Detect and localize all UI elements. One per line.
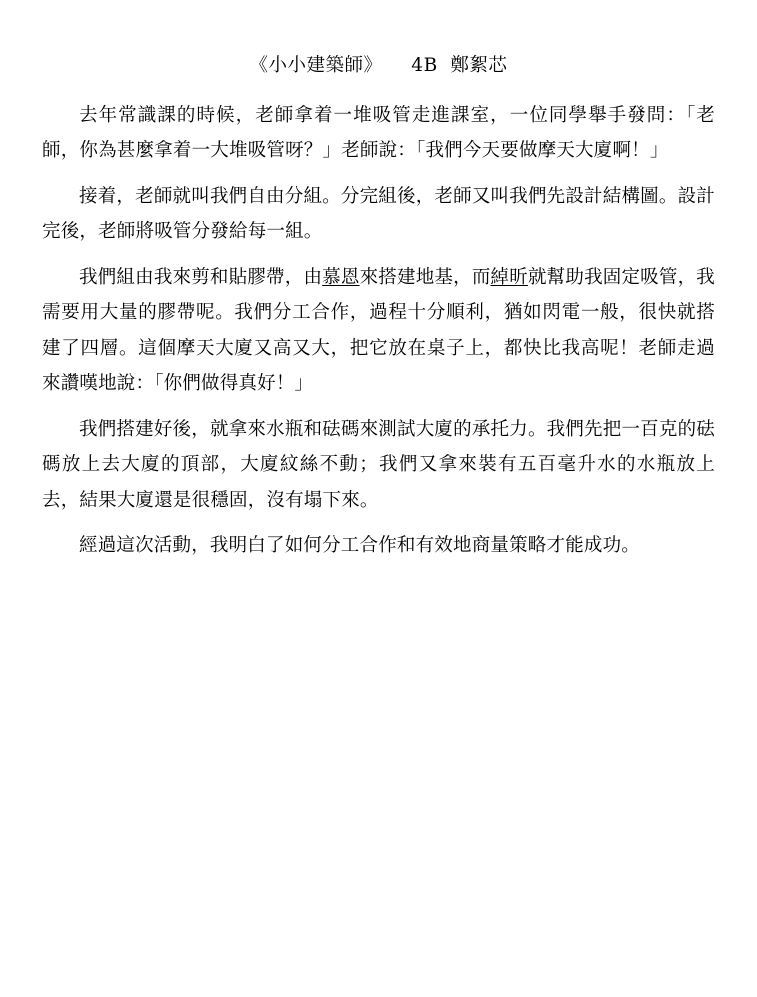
text-run: 我們搭建好後，就拿來水瓶和砝碼來測試大廈的承托力。我們先把一百克的砝碼放上去大廈的頂部，大廈紋絲不動；我們又拿來裝有五百毫升水的水瓶放上去，結果大廈還是很穩固，沒有塌下來。 xyxy=(42,418,715,511)
text-run: 就幫助我固定吸管，我需要用大量的膠帶呢。我們分工合作，過程十分順利，猶如閃電一般，很快就搭建了四層。這個摩天大廈又高又大，把它放在桌子上，都快比我高呢！老師走過來讚嘆地說：「你們做得真好！」 xyxy=(42,266,715,395)
paragraph xyxy=(42,179,715,250)
page-title: 《小小建築師》 4B 鄭絮芯 xyxy=(249,55,508,76)
paragraph xyxy=(42,260,715,402)
text-run: 我們組由我來剪和貼膠帶，由 xyxy=(79,266,323,288)
underlined-name: 慕恩 xyxy=(322,266,360,288)
paragraph xyxy=(42,412,715,519)
paragraph xyxy=(42,528,715,564)
paragraph xyxy=(42,98,715,169)
text-run: 經過這次活動，我明白了如何分工合作和有效地商量策略才能成功。 xyxy=(79,535,641,557)
document-body xyxy=(42,98,715,564)
text-run: 來搭建地基，而 xyxy=(359,266,491,288)
underlined-name: 綽昕 xyxy=(490,266,528,288)
text-run: 接着，老師就叫我們自由分組。分完組後，老師又叫我們先設計結構圖。設計完後，老師將吸管分發給每一組。 xyxy=(42,185,715,243)
text-run: 去年常識課的時候，老師拿着一堆吸管走進課室，一位同學舉手發問：「老師，你為甚麼拿着一大堆吸管呀？」老師說：「我們今天要做摩天大廈啊！」 xyxy=(42,104,715,162)
